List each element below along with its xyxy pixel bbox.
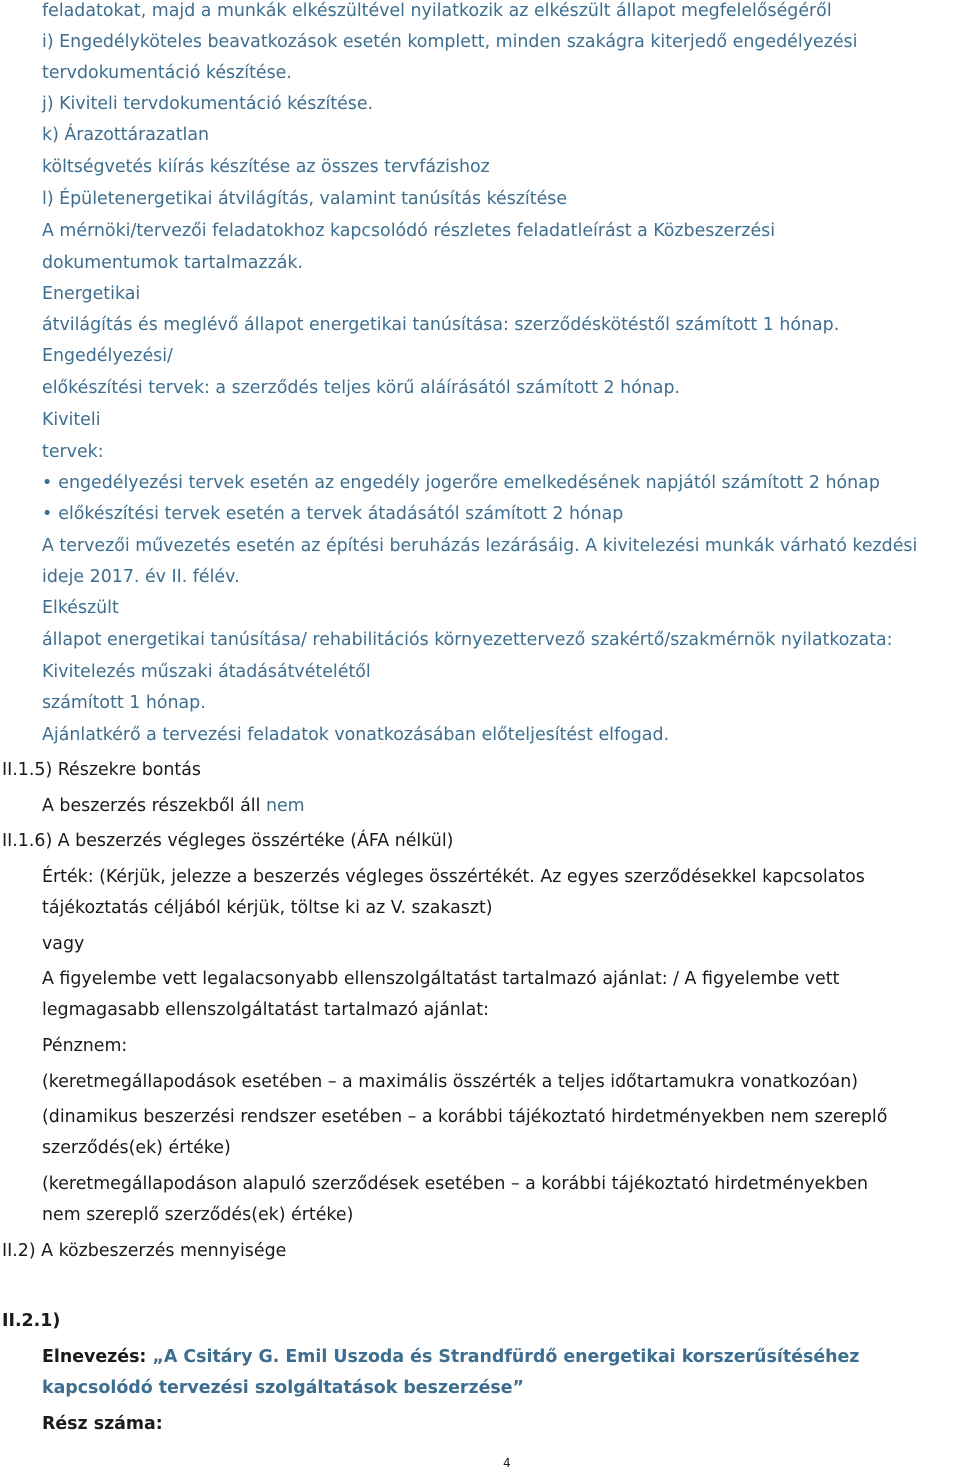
bullet-item: • előkészítési tervek esetén a tervek átadásától számított 2 hónap [42, 503, 623, 525]
section-heading: II.2.1) [2, 1311, 61, 1331]
text-line: tervdokumentáció készítése. [42, 63, 292, 83]
text-line: dokumentumok tartalmazzák. [42, 253, 303, 273]
text-line: Kiviteli [42, 410, 101, 430]
text-line: A mérnöki/tervezői feladatokhoz kapcsolódó részletes feladatleírást a Közbeszerzési [42, 221, 776, 241]
text-line: átvilágítás és meglévő állapot energetikai tanúsítása: szerződéskötéstől számított 1 hónap. [42, 315, 840, 335]
text-line: (keretmegállapodáson alapuló szerződések esetében – a korábbi tájékoztató hirdetményekben [42, 1174, 869, 1194]
part-number-label: Rész száma: [42, 1414, 163, 1434]
name-label: Elnevezés: [42, 1347, 147, 1367]
text-line: (keretmegállapodások esetében – a maximális összérték a teljes időtartamukra vonatkozóan) [42, 1072, 859, 1092]
text-line: i) Engedélyköteles beavatkozások esetén komplett, minden szakágra kiterjedő engedélyezési [42, 32, 858, 52]
page-number: 4 [503, 1456, 511, 1470]
text-line: tervek: [42, 442, 104, 462]
name-value: „A Csitáry G. Emil Uszoda és Strandfürdő energetikai korszerűsítéséhez [152, 1347, 860, 1367]
text-line: tájékoztatás céljából kérjük, töltse ki az V. szakaszt) [42, 898, 493, 918]
text-line: l) Épületenergetikai átvilágítás, valamint tanúsítás készítése [42, 189, 568, 209]
parts-line [42, 795, 305, 817]
section-heading: II.1.6) A beszerzés végleges összértéke (ÁFA nélkül) [2, 831, 454, 851]
text-line: állapot energetikai tanúsítása/ rehabilitációs környezettervező szakértő/szakmérnök nyilatkozata: [42, 630, 893, 650]
text-line: legmagasabb ellenszolgáltatást tartalmazó ajánlat: [42, 1000, 489, 1020]
bullet-item: • engedélyezési tervek esetén az engedély jogerőre emelkedésének napjától számított 2 hónap [42, 472, 880, 494]
text-line: feladatokat, majd a munkák elkészültével nyilatkozik az elkészült állapot megfelelőségéről [42, 1, 832, 21]
text-line: nem szereplő szerződés(ek) értéke) [42, 1205, 354, 1225]
text-line: Érték: (Kérjük, jelezze a beszerzés végleges összértékét. Az egyes szerződésekkel kapcsolatos [42, 867, 865, 887]
name-value-cont: kapcsolódó tervezési szolgáltatások beszerzése” [42, 1378, 524, 1398]
text-line: Kivitelezés műszaki átadásátvételétől [42, 662, 371, 682]
parts-label: A beszerzés részekből áll [42, 796, 261, 816]
text-line: (dinamikus beszerzési rendszer esetében – a korábbi tájékoztató hirdetményekben nem szereplő [42, 1107, 888, 1127]
text-line: szerződés(ek) értéke) [42, 1138, 231, 1158]
section-heading: II.2) A közbeszerzés mennyisége [2, 1241, 287, 1261]
text-line: számított 1 hónap. [42, 693, 206, 713]
text-line: Energetikai [42, 284, 141, 304]
section-heading: II.1.5) Részekre bontás [2, 760, 201, 780]
text-line: Elkészült [42, 598, 119, 618]
text-line: A figyelembe vett legalacsonyabb ellenszolgáltatást tartalmazó ajánlat: / A figyelembe vett [42, 969, 840, 989]
text-line: k) Árazottárazatlan [42, 125, 210, 145]
text-line: Engedélyezési/ [42, 346, 173, 366]
name-line [42, 1346, 859, 1368]
text-line: vagy [42, 934, 85, 954]
text-line: j) Kiviteli tervdokumentáció készítése. [42, 94, 374, 114]
text-line: költségvetés kiírás készítése az összes tervfázishoz [42, 157, 490, 177]
parts-value: nem [265, 796, 305, 816]
text-line: előkészítési tervek: a szerződés teljes körű aláírásától számított 2 hónap. [42, 378, 681, 398]
text-line: A tervezői művezetés esetén az építési beruházás lezárásáig. A kivitelezési munkák várható kezdési [42, 536, 918, 556]
text-line: Pénznem: [42, 1036, 128, 1056]
text-line: ideje 2017. év II. félév. [42, 567, 240, 587]
text-line: Ajánlatkérő a tervezési feladatok vonatkozásában előteljesítést elfogad. [42, 725, 670, 745]
